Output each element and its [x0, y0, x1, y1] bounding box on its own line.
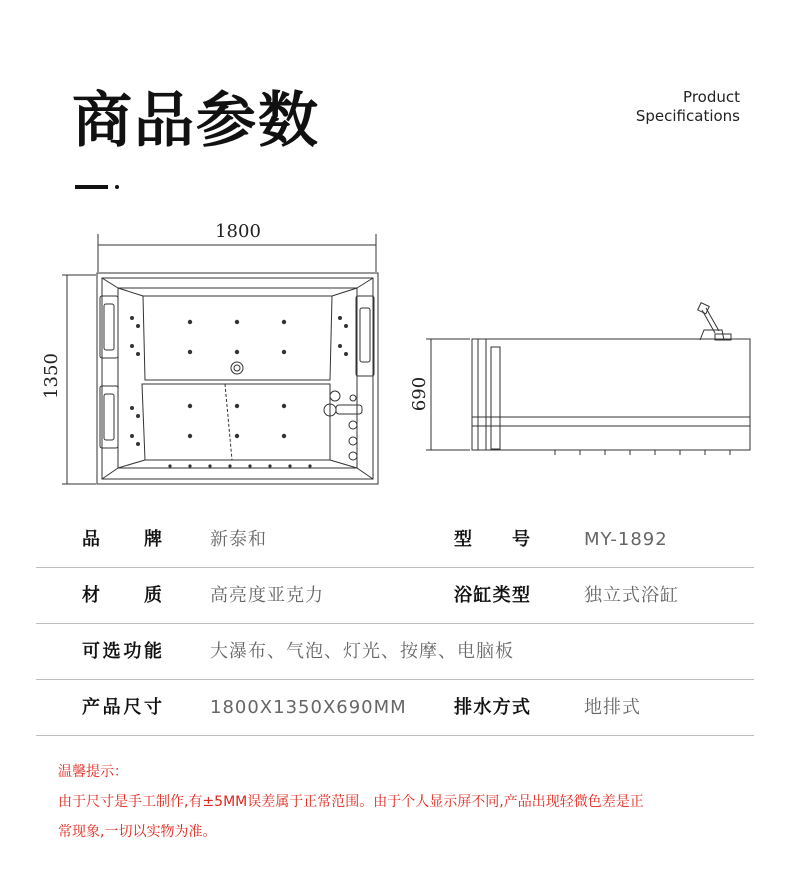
notice-title: 温馨提示：: [58, 764, 128, 780]
spec-label-options: 可选功能: [82, 641, 162, 662]
notice-line1: 由于尺寸是手工制作,有±5MM误差属于正常范围。由于个人显示屏不同,产品出现轻微色差是正: [58, 794, 644, 810]
dimension-depth-label: 1350: [41, 353, 62, 399]
spec-value-brand: 新泰和: [210, 529, 267, 550]
spec-label-brand: 品牌: [82, 529, 162, 550]
spec-value-size: 1800X1350X690MM: [210, 697, 407, 718]
english-subtitle-line2: Specifications: [635, 107, 740, 125]
spec-value-options: 大瀑布、气泡、灯光、按摩、电脑板: [210, 641, 514, 662]
spec-table: [36, 512, 754, 736]
spec-label-tub-type: 浴缸类型: [454, 585, 530, 606]
bathtub-side-view: [472, 303, 750, 455]
dimension-width-label: 1800: [215, 221, 261, 242]
spec-value-model: MY-1892: [584, 529, 668, 550]
table-row: [36, 568, 754, 624]
spec-value-tub-type: 独立式浴缸: [584, 585, 679, 606]
spec-label-model: 型号: [454, 529, 530, 550]
dimension-height-label: 690: [409, 376, 430, 412]
spec-label-material: 材质: [82, 585, 162, 606]
notice-line2: 常现象,一切以实物为准。: [58, 824, 217, 840]
spec-value-material: 高亮度亚克力: [210, 585, 324, 606]
table-row: [36, 624, 754, 680]
spec-label-drainage: 排水方式: [454, 697, 530, 718]
spec-label-size: 产品尺寸: [82, 697, 162, 718]
table-row: [36, 680, 754, 736]
table-row: [36, 512, 754, 568]
bathtub-top-view: [97, 273, 378, 484]
english-subtitle-line1: Product: [683, 88, 740, 106]
spec-value-drainage: 地排式: [584, 697, 641, 718]
page-title: 商品参数: [72, 86, 320, 156]
notice-block: [58, 757, 748, 847]
